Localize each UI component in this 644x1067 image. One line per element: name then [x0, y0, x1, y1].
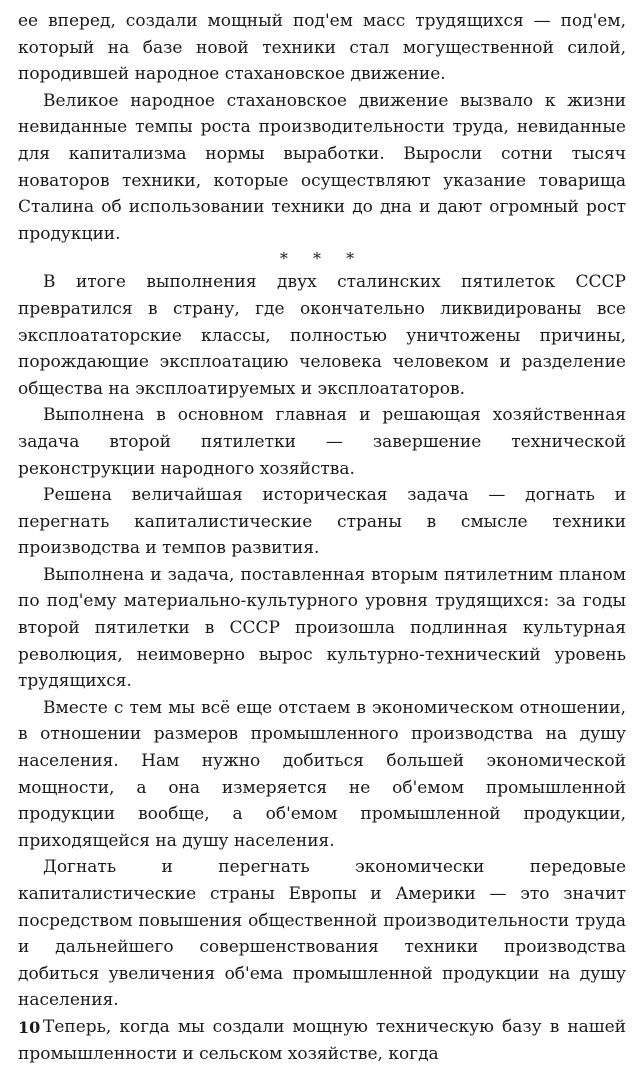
paragraph: Решена величайшая историческая задача — догнать и перегнать капиталистические страны в смысле техники производства и темпов развития.	[18, 485, 626, 559]
paragraph: Вместе с тем мы всё еще отстаем в экономическом отношении, в отношении размеров промышленного производства на душу населения. Нам нужно добиться большей экономической мощности, а она измеряется не об'емом промышленной продукции вообще, а об'емом промышленной продукции, приходящейся на душу населения.	[18, 697, 626, 851]
paragraph: В итоге выполнения двух сталинских пятилеток СССР превратился в страну, где окончательно ликвидированы все эксплоататорские классы, полностью уничтожены причины, порождающие эксплоатацию человека человеком и разделение общества на эксплоатируемых и эксплоататоров.	[18, 272, 626, 399]
paragraph: Выполнена в основном главная и решающая хозяйственная задача второй пятилетки — завершение технической реконструкции народного хозяйства.	[18, 405, 626, 479]
paragraph: Выполнена и задача, поставленная вторым пятилетним планом по под'ему материально-культурного уровня трудящихся: за годы второй пятилетки в СССР произошла подлинная культурная революция, неимоверно вырос культурно-технический уровень трудящихся.	[18, 564, 626, 692]
paragraph: Догнать и перегнать экономически передовые капиталистические страны Европы и Америки — это значит посредством повышения общественной производительности труда и дальнейшего совершенствования техники производства добиться увеличения об'ема промышленной продукции на душу населения.	[18, 857, 626, 1011]
paragraph: Теперь, когда мы создали мощную техническую базу в нашей промышленности и сельском хозяйстве, когда	[18, 1016, 626, 1064]
paragraph: Великое народное стахановское движение вызвало к жизни невиданные темпы роста производительности труда, невиданные для капитализма нормы выработки. Выросли сотни тысяч новаторов техники, которые осуществляют указание товарища Сталина об использовании техники до дна и дают огромный рост продукции.	[18, 90, 626, 244]
paragraph-continuation: ее вперед, создали мощный под'ем масс трудящихся — под'ем, который на базе новой техники стал могущественной силой, породившей народное стахановское движение.	[18, 11, 626, 85]
page-number: 10	[18, 1018, 41, 1037]
section-separator: * * *	[279, 249, 365, 269]
